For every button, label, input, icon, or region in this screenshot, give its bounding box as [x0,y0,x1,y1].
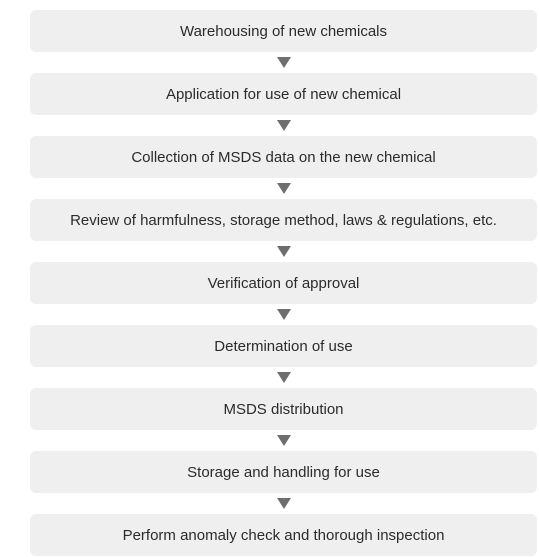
step-warehousing: Warehousing of new chemicals [30,10,537,52]
down-arrow-icon [277,309,291,320]
down-arrow-icon [277,372,291,383]
flow-arrow [30,241,537,262]
flow-arrow [30,178,537,199]
down-arrow-icon [277,498,291,509]
step-determination: Determination of use [30,325,537,367]
step-application-for-use: Application for use of new chemical [30,73,537,115]
down-arrow-icon [277,57,291,68]
flow-arrow [30,304,537,325]
down-arrow-icon [277,183,291,194]
flow-arrow [30,493,537,514]
down-arrow-icon [277,435,291,446]
step-review: Review of harmfulness, storage method, laws & regulations, etc. [30,199,537,241]
flow-arrow [30,115,537,136]
down-arrow-icon [277,120,291,131]
process-flowchart [30,10,537,556]
flow-arrow [30,430,537,451]
step-msds-collection: Collection of MSDS data on the new chemical [30,136,537,178]
flow-arrow [30,52,537,73]
step-storage-handling: Storage and handling for use [30,451,537,493]
step-verification: Verification of approval [30,262,537,304]
step-inspection: Perform anomaly check and thorough inspection [30,514,537,556]
down-arrow-icon [277,246,291,257]
flow-arrow [30,367,537,388]
step-msds-distribution: MSDS distribution [30,388,537,430]
